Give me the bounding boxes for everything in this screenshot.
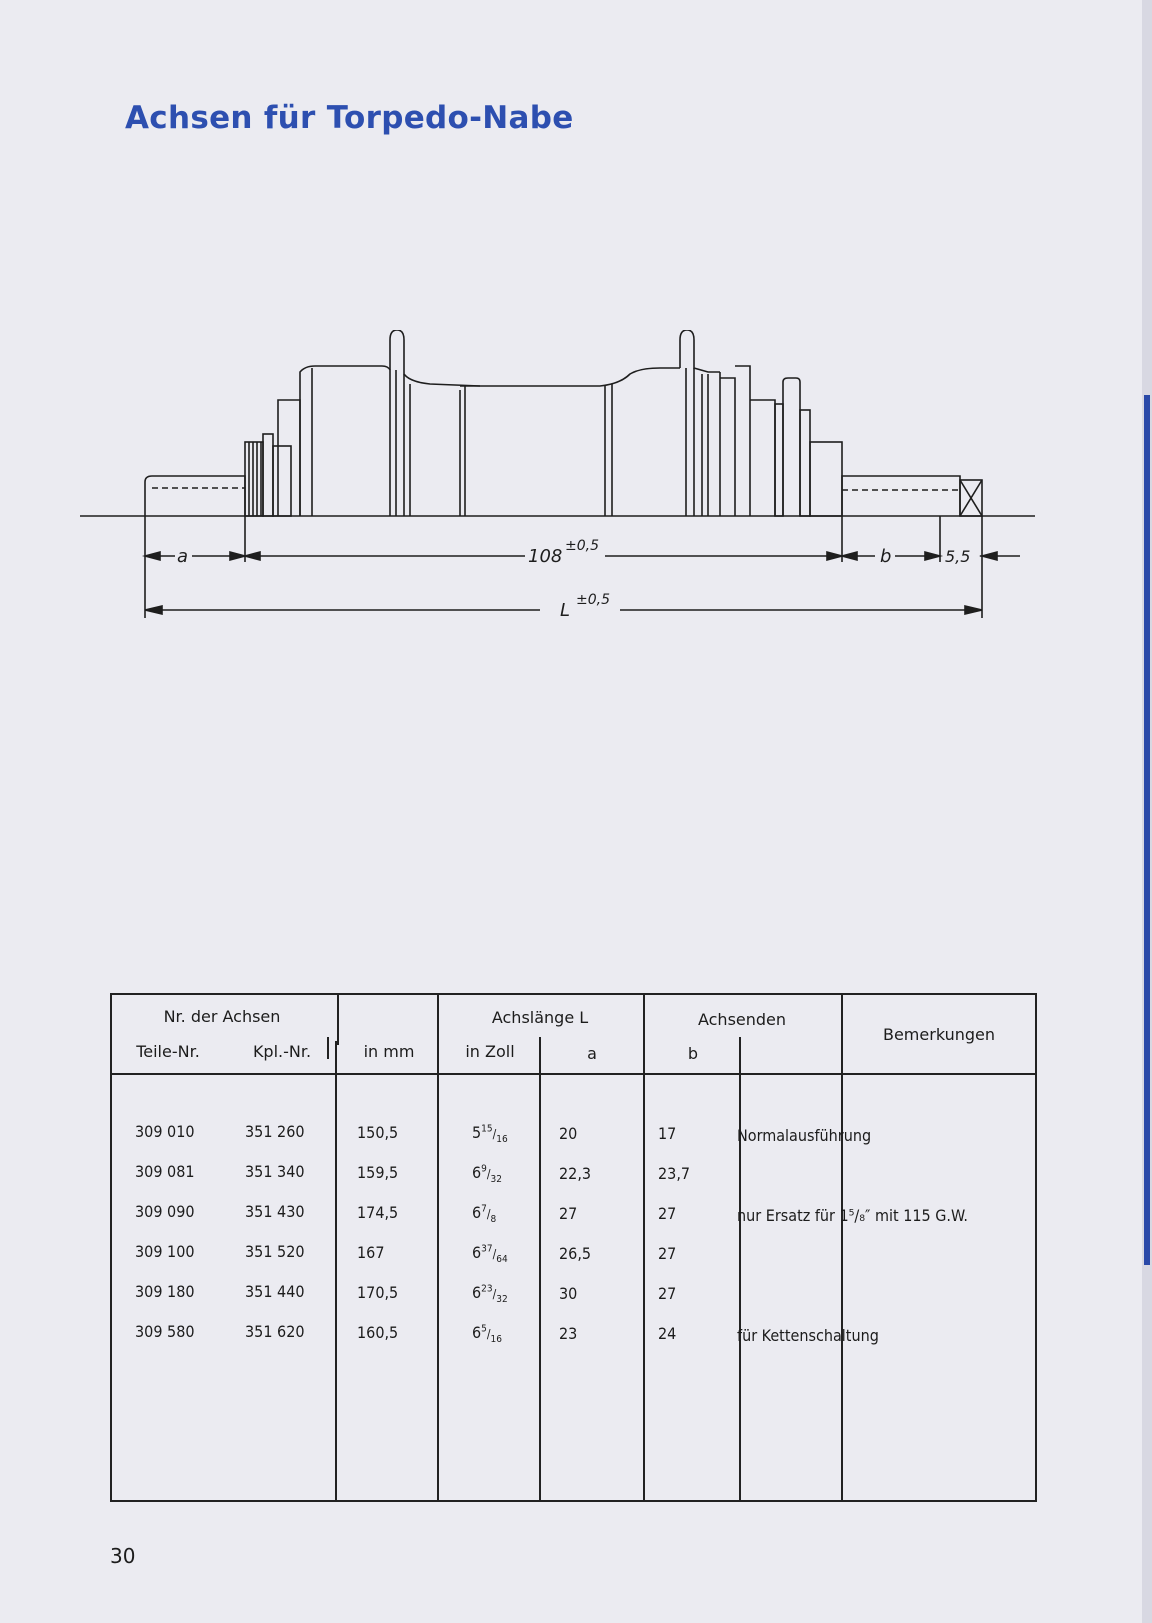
header-kpl-nr: Kpl.-Nr. [252,1042,312,1061]
cell-remark: nur Ersatz für 1⁵/₈″ mit 115 G.W. [737,1206,968,1225]
header-a: a [587,1044,597,1063]
header-b: b [687,1044,699,1063]
cell-teile-nr: 309 081 [135,1162,195,1181]
cell-zoll: $5^{15}/_{16}$ [472,1123,508,1146]
page-number: 30 [110,1544,136,1568]
cell-zoll: $6^9/_{32}$ [472,1163,502,1186]
dim-label-5-5: 5,5 [945,547,971,566]
cell-zoll: $6^{23}/_{32}$ [472,1283,508,1306]
cell-teile-nr: 309 580 [135,1322,195,1341]
cell-b: 17 [658,1124,677,1143]
page-title: Achsen für Torpedo-Nabe [125,100,574,136]
cell-kpl-nr: 351 440 [245,1282,305,1301]
cell-mm: 170,5 [357,1283,399,1302]
hub-body-left [300,366,390,516]
cell-kpl-nr: 351 340 [245,1162,305,1181]
cell-kpl-nr: 351 430 [245,1202,305,1221]
header-in-zoll: in Zoll [465,1042,515,1061]
axle-right-end [842,476,960,516]
cell-kpl-nr: 351 260 [245,1122,305,1141]
header-achsenden: Achsenden [697,1010,787,1029]
next-page-blue-edge [1144,395,1150,1265]
cell-mm: 160,5 [357,1323,399,1342]
cell-teile-nr: 309 010 [135,1122,195,1141]
cell-kpl-nr: 351 620 [245,1322,305,1341]
cell-b: 27 [658,1284,677,1303]
cell-mm: 167 [357,1243,385,1262]
cell-teile-nr: 309 180 [135,1282,195,1301]
cell-a: 23 [559,1324,578,1343]
axle-nut-right [810,442,842,516]
cell-a: 20 [559,1124,578,1143]
header-nr-der-achsen: Nr. der Achsen [163,1007,281,1026]
cell-mm: 174,5 [357,1203,399,1222]
header-bemerkungen: Bemerkungen [882,1025,996,1044]
dim-label-b: b [880,546,892,567]
axle-drawing [60,330,1070,650]
cell-teile-nr: 309 100 [135,1242,195,1261]
header-in-mm: in mm [363,1042,415,1061]
cell-zoll: $6^{37}/_{64}$ [472,1243,508,1266]
cell-b: 27 [658,1244,677,1263]
cell-mm: 150,5 [357,1123,399,1142]
cell-teile-nr: 309 090 [135,1202,195,1221]
dim-label-L-tol: ±0,5 [576,592,610,608]
cell-mm: 159,5 [357,1163,399,1182]
cell-a: 27 [559,1204,578,1223]
header-teile-nr: Teile-Nr. [136,1042,200,1061]
dim-label-108-tol: ±0,5 [565,538,599,554]
cell-kpl-nr: 351 520 [245,1242,305,1261]
cell-b: 24 [658,1324,677,1343]
header-achslaenge: Achslänge L [491,1008,589,1027]
cell-zoll: $6^7/_8$ [472,1203,497,1226]
cell-zoll: $6^5/_{16}$ [472,1323,502,1346]
hub-shell-middle [460,368,680,386]
cell-remark: für Kettenschaltung [737,1326,879,1345]
cell-b: 27 [658,1204,677,1223]
dim-label-a: a [177,546,189,567]
dim-label-108: 108 [528,546,563,567]
cell-b: 23,7 [658,1164,691,1183]
dim-label-L: L [560,600,571,621]
cell-a: 30 [559,1284,578,1303]
cell-a: 22,3 [559,1164,592,1183]
axle-table [110,993,1037,1502]
axle-left-end [145,476,245,516]
hub-flange-right [680,330,720,372]
cell-a: 26,5 [559,1244,592,1263]
cell-remark: Normalausführung [737,1126,872,1145]
